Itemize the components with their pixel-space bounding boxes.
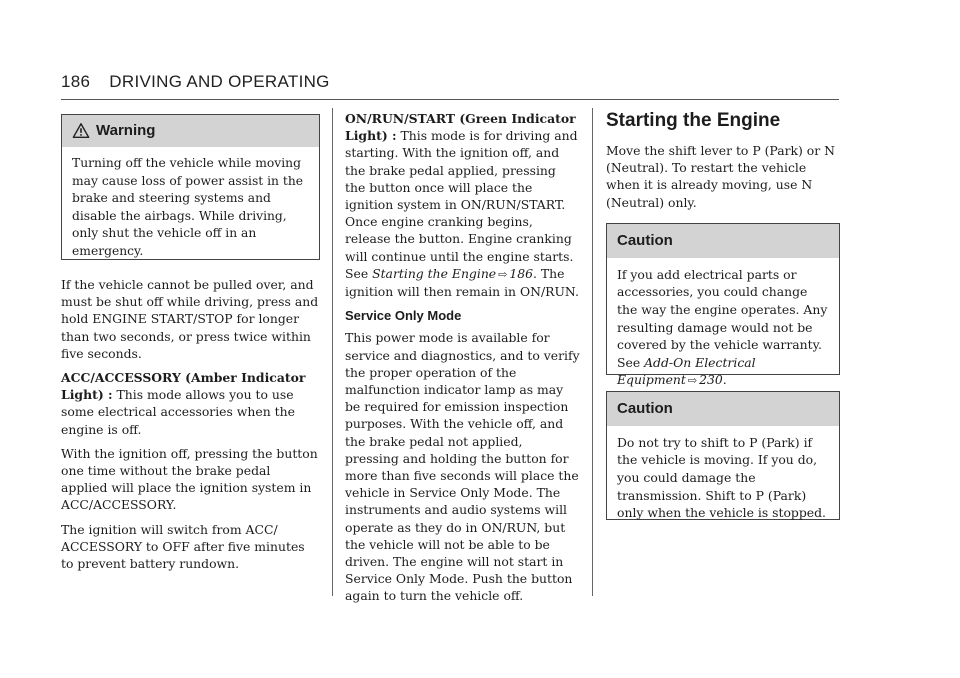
paragraph-on-run-start xyxy=(345,110,580,300)
caution-body: Do not try to shift to P (Park) if the vehicle is moving. If you do, you could damage the transmission. Shift to P (Park) only when the vehicle is stopped. xyxy=(617,434,826,521)
warning-header xyxy=(62,115,319,147)
service-only-heading: Service Only Mode xyxy=(345,308,462,324)
column-1 xyxy=(61,110,320,579)
section-heading: Starting the Engine xyxy=(606,110,781,131)
on-run-start-heading: ON/RUN/START (Green Indicator Light) : xyxy=(345,111,576,144)
page-header xyxy=(61,72,330,92)
acc-body: This mode allows you to use some electrical accessories when the engine is off. xyxy=(61,387,295,437)
caution-tail: . xyxy=(722,372,727,388)
paragraph: The ignition will switch from ACC/ ACCESSORY to OFF after five minutes to prevent battery rundown. xyxy=(61,521,305,572)
column-divider-2 xyxy=(592,108,593,596)
on-run-start-body: This mode is for driving and starting. With the ignition off, and the brake pedal applied, pressing the button once will place the ignition system in ON/RUN/START. Once engine cranking begins, release the button. Engine cranking will continue until the engine starts. See xyxy=(345,128,578,281)
column-3 xyxy=(606,110,840,520)
caution-text: If you add electrical parts or accessories, you could change the way the engine operates. Any resulting damage would not be covered by the vehicle warranty. See xyxy=(617,266,828,370)
caution-title: Caution xyxy=(617,232,673,250)
starting-engine-link[interactable]: Starting the Engine xyxy=(372,265,497,281)
caution-header xyxy=(607,224,839,258)
page-number: 186 xyxy=(61,72,91,91)
warning-title: Warning xyxy=(96,122,156,140)
warning-triangle-icon xyxy=(72,122,90,140)
paragraph: With the ignition off, pressing the button one time without the brake pedal applied will place the ignition system in ACC/ACCESSORY. xyxy=(61,445,318,513)
add-on-equipment-link[interactable]: Add-On Electrical Equipment xyxy=(617,354,756,388)
section-title: DRIVING AND OPERATING xyxy=(109,72,330,91)
page-ref-arrow-icon: ⇨ xyxy=(498,267,508,281)
paragraph: If the vehicle cannot be pulled over, and must be shut off while driving, press and hold ENGINE START/STOP for longer than two seconds, or press twice within five seconds. xyxy=(61,277,319,361)
caution-body xyxy=(607,258,839,396)
page-ref[interactable]: 230 xyxy=(699,372,723,388)
header-rule xyxy=(61,99,839,100)
warning-body: Turning off the vehicle while moving may cause loss of power assist in the brake and steering systems and disable the airbags. While driving, only shut the vehicle off in an emergency. xyxy=(72,156,304,258)
paragraph: This power mode is available for service and diagnostics, and to verify the proper operation of the malfunction indicator lamp as may be required for emission inspection purposes. With the vehicle off, and the brake pedal not applied, pressing and holding the button for more than five seconds will place the vehicle in Service Only Mode. The instruments and audio systems will operate as they do in ON/RUN, but the vehicle will not be able to be driven. The engine will not start in Service Only Mode. Push the button again to turn the vehicle off. xyxy=(345,330,580,604)
column-2 xyxy=(345,110,580,612)
acc-heading: ACC/ACCESSORY (Amber Indicator Light) : xyxy=(61,370,306,403)
caution-title: Caution xyxy=(617,400,673,418)
caution-header xyxy=(607,392,839,426)
paragraph-acc xyxy=(61,369,320,438)
column-divider-1 xyxy=(332,108,333,596)
on-run-start-tail: . The ignition will then remain in ON/RUN. xyxy=(345,265,579,300)
page-ref-arrow-icon: ⇨ xyxy=(687,374,698,388)
page-ref[interactable]: 186 xyxy=(509,265,534,281)
warning-box xyxy=(61,114,320,260)
caution-box-2 xyxy=(606,391,840,520)
paragraph: Move the shift lever to P (Park) or N (Neutral). To restart the vehicle when it is already moving, use N (Neutral) only. xyxy=(606,143,835,210)
caution-box-1 xyxy=(606,223,840,388)
